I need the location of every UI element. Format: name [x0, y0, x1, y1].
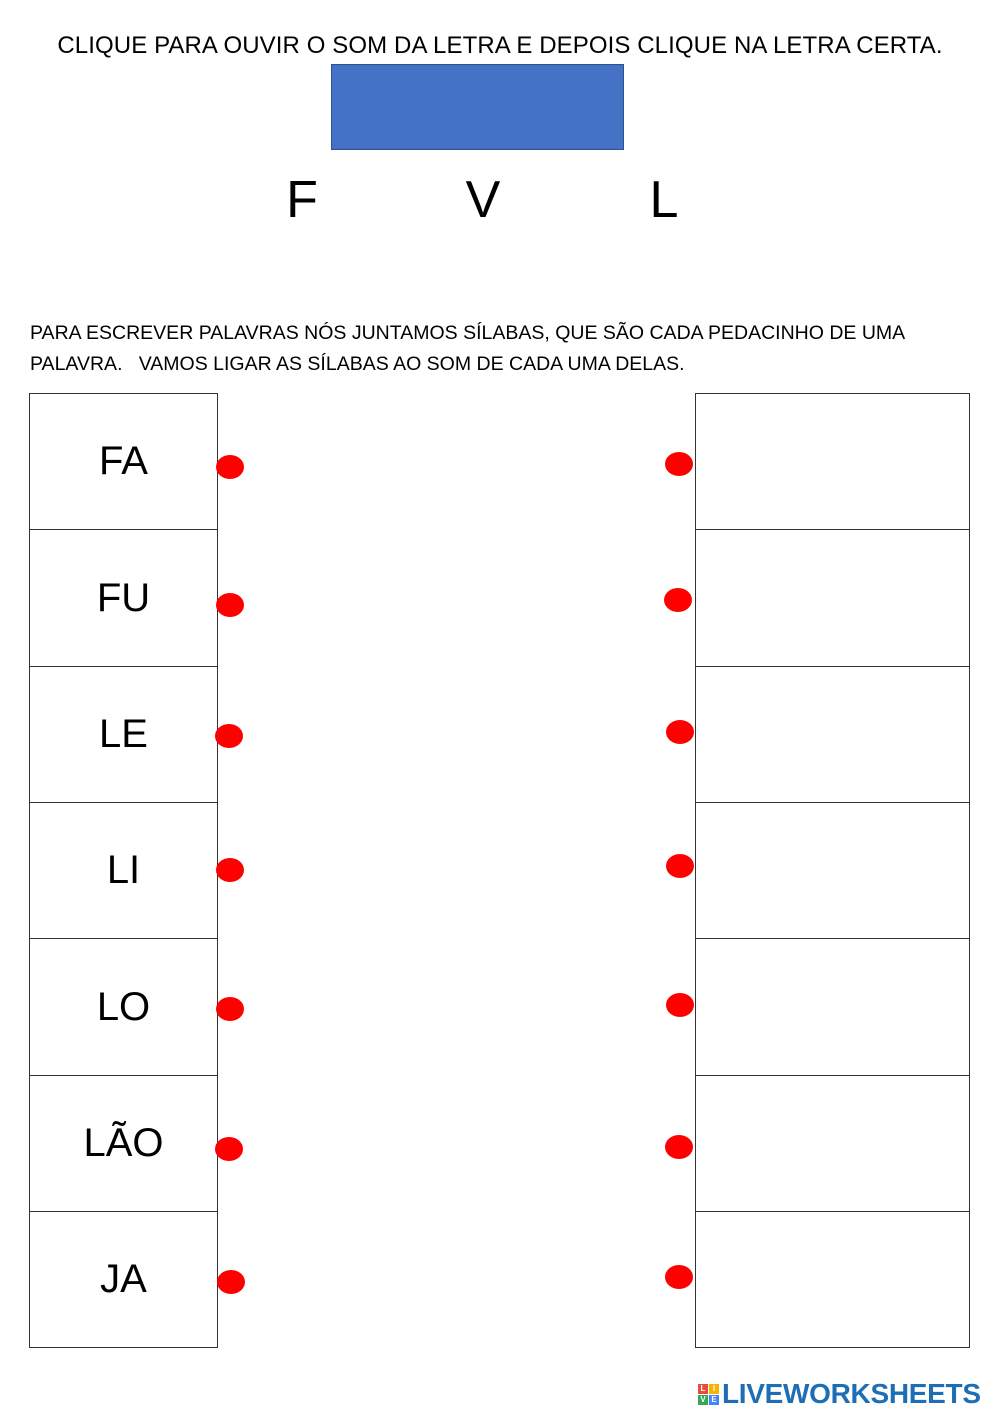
- sound-box-6[interactable]: [695, 1075, 970, 1212]
- sound-box-5[interactable]: [695, 938, 970, 1076]
- right-connector-dot-5[interactable]: [666, 993, 694, 1017]
- letter-option-v[interactable]: V: [465, 171, 501, 229]
- right-connector-dot-2[interactable]: [664, 588, 692, 612]
- sound-box-7[interactable]: [695, 1211, 970, 1348]
- sound-box-3[interactable]: [695, 666, 970, 803]
- liveworksheets-logo-icon: L I V E: [698, 1384, 719, 1405]
- syllable-box-le: LE: [29, 666, 218, 803]
- left-connector-dot-1[interactable]: [216, 455, 244, 479]
- syllable-box-fa: FA: [29, 393, 218, 530]
- matching-instruction: [30, 318, 930, 380]
- listen-instruction: CLIQUE PARA OUVIR O SOM DA LETRA E DEPOIS CLIQUE NA LETRA CERTA.: [57, 32, 943, 59]
- left-connector-dot-5[interactable]: [216, 997, 244, 1021]
- left-connector-dot-6[interactable]: [215, 1137, 243, 1161]
- matching-instruction-line-1: PARA ESCREVER PALAVRAS NÓS JUNTAMOS SÍLABAS, QUE SÃO CADA PEDACINHO DE UMA: [30, 322, 906, 344]
- left-connector-dot-3[interactable]: [215, 724, 243, 748]
- left-connector-dot-4[interactable]: [216, 858, 244, 882]
- sound-box-4[interactable]: [695, 802, 970, 939]
- left-connector-dot-2[interactable]: [216, 593, 244, 617]
- syllable-box-lao: LÃO: [29, 1075, 218, 1212]
- right-connector-dot-6[interactable]: [665, 1135, 693, 1159]
- syllable-box-fu: FU: [29, 529, 218, 667]
- sound-box-2[interactable]: [695, 529, 970, 667]
- right-connector-dot-1[interactable]: [665, 452, 693, 476]
- right-connector-dot-4[interactable]: [666, 854, 694, 878]
- syllable-box-ja: JA: [29, 1211, 218, 1348]
- matching-instruction-line-2: PALAVRA. VAMOS LIGAR AS SÍLABAS AO SOM DE CADA UMA DELAS.: [30, 353, 685, 375]
- right-connector-dot-3[interactable]: [666, 720, 694, 744]
- syllable-box-li: LI: [29, 802, 218, 939]
- sound-box-1[interactable]: [695, 393, 970, 530]
- syllable-box-lo: LO: [29, 938, 218, 1076]
- left-connector-dot-7[interactable]: [217, 1270, 245, 1294]
- play-sound-button[interactable]: [331, 64, 624, 150]
- liveworksheets-logo: [698, 1378, 981, 1410]
- letter-option-l[interactable]: L: [649, 171, 679, 229]
- right-connector-dot-7[interactable]: [665, 1265, 693, 1289]
- letter-option-f[interactable]: F: [286, 171, 318, 229]
- liveworksheets-logo-text: LIVEWORKSHEETS: [722, 1378, 981, 1409]
